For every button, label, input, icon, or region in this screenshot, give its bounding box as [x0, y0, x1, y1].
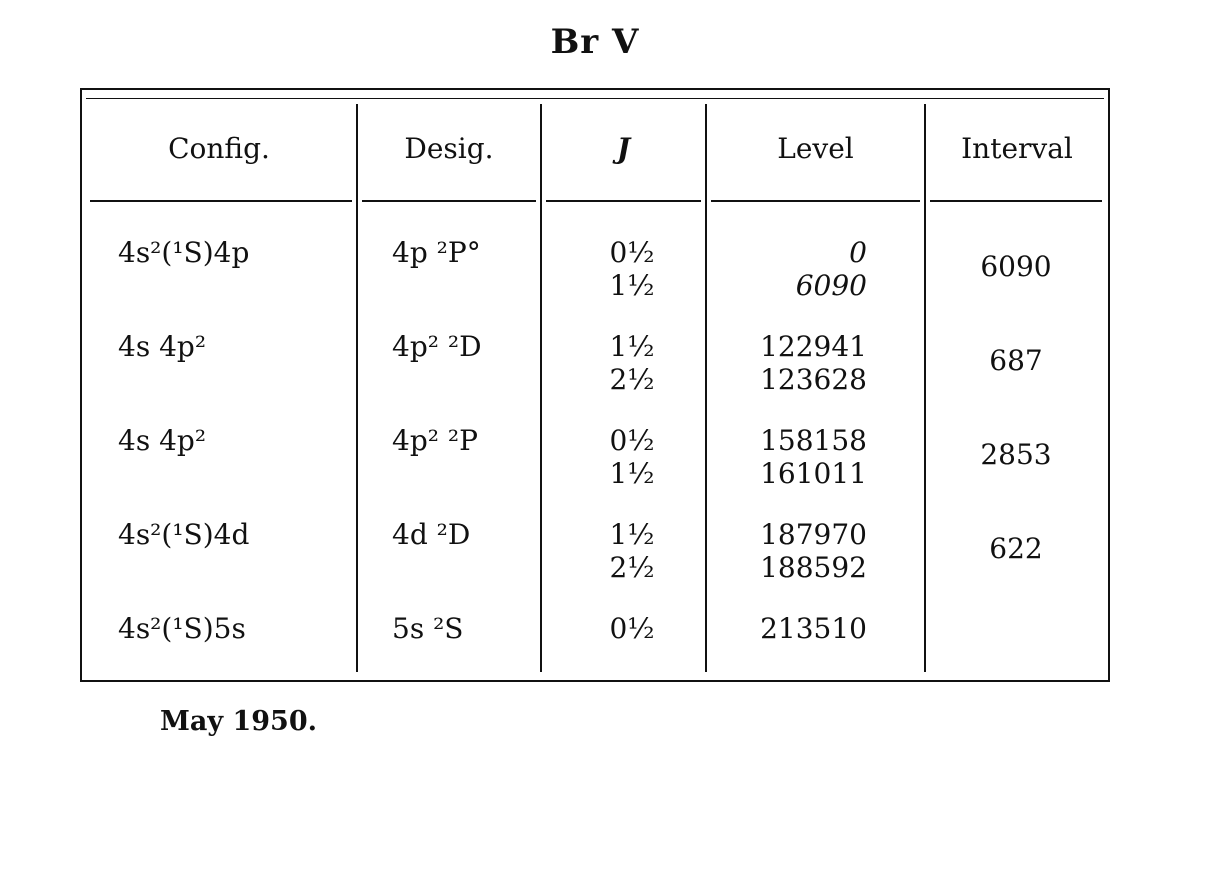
- header-rule: [90, 200, 352, 202]
- column-divider: [924, 104, 926, 672]
- header-config: Config.: [168, 132, 270, 165]
- desig-cell: 4p² ²D: [392, 330, 482, 363]
- header-rule: [546, 200, 701, 202]
- desig-cell: 5s ²S: [392, 612, 464, 645]
- table-top-rule: [86, 98, 1104, 99]
- level-value: 6090: [795, 269, 867, 302]
- j-value: 2½: [609, 551, 655, 584]
- interval-cell: 687: [989, 344, 1043, 377]
- j-value: 1½: [609, 518, 655, 551]
- level-value: 0: [849, 236, 867, 269]
- interval-cell: 6090: [980, 250, 1052, 283]
- desig-cell: 4d ²D: [392, 518, 471, 551]
- interval-cell: 622: [989, 532, 1043, 565]
- level-cell: [722, 518, 867, 584]
- level-value: 188592: [760, 551, 867, 584]
- config-cell: 4s²(¹S)5s: [118, 612, 246, 645]
- header-j: J: [616, 132, 631, 165]
- j-value: 0½: [609, 236, 655, 269]
- level-cell: [722, 424, 867, 490]
- level-cell: 213510: [760, 612, 867, 645]
- date-note: May 1950.: [160, 706, 318, 737]
- energy-level-table: [80, 88, 1110, 682]
- config-cell: 4s²(¹S)4p: [118, 236, 250, 269]
- level-value: 187970: [760, 518, 867, 551]
- j-value: 1½: [609, 330, 655, 363]
- level-value: 158158: [760, 424, 867, 457]
- level-value: 122941: [760, 330, 867, 363]
- config-cell: 4s 4p²: [118, 330, 207, 363]
- j-cell: [592, 330, 672, 396]
- j-value: 2½: [609, 363, 655, 396]
- desig-cell: 4p² ²P: [392, 424, 478, 457]
- config-cell: 4s 4p²: [118, 424, 207, 457]
- header-level: Level: [777, 132, 854, 165]
- j-value: 1½: [609, 269, 655, 302]
- level-cell: [722, 330, 867, 396]
- j-cell: [592, 236, 672, 302]
- config-cell: 4s²(¹S)4d: [118, 518, 250, 551]
- level-value: 161011: [760, 457, 867, 490]
- column-divider: [540, 104, 542, 672]
- j-value: 1½: [609, 457, 655, 490]
- interval-cell: 2853: [980, 438, 1052, 471]
- header-interval: Interval: [961, 132, 1073, 165]
- header-desig: Desig.: [404, 132, 494, 165]
- column-divider: [356, 104, 358, 672]
- header-rule: [362, 200, 536, 202]
- level-cell: [722, 236, 867, 302]
- page-title: Br V: [550, 22, 640, 62]
- level-value: 123628: [760, 363, 867, 396]
- j-cell: [592, 518, 672, 584]
- desig-cell: 4p ²P°: [392, 236, 481, 269]
- j-cell: [592, 424, 672, 490]
- header-rule: [930, 200, 1102, 202]
- header-rule: [711, 200, 920, 202]
- j-cell: 0½: [609, 612, 655, 645]
- column-divider: [705, 104, 707, 672]
- j-value: 0½: [609, 424, 655, 457]
